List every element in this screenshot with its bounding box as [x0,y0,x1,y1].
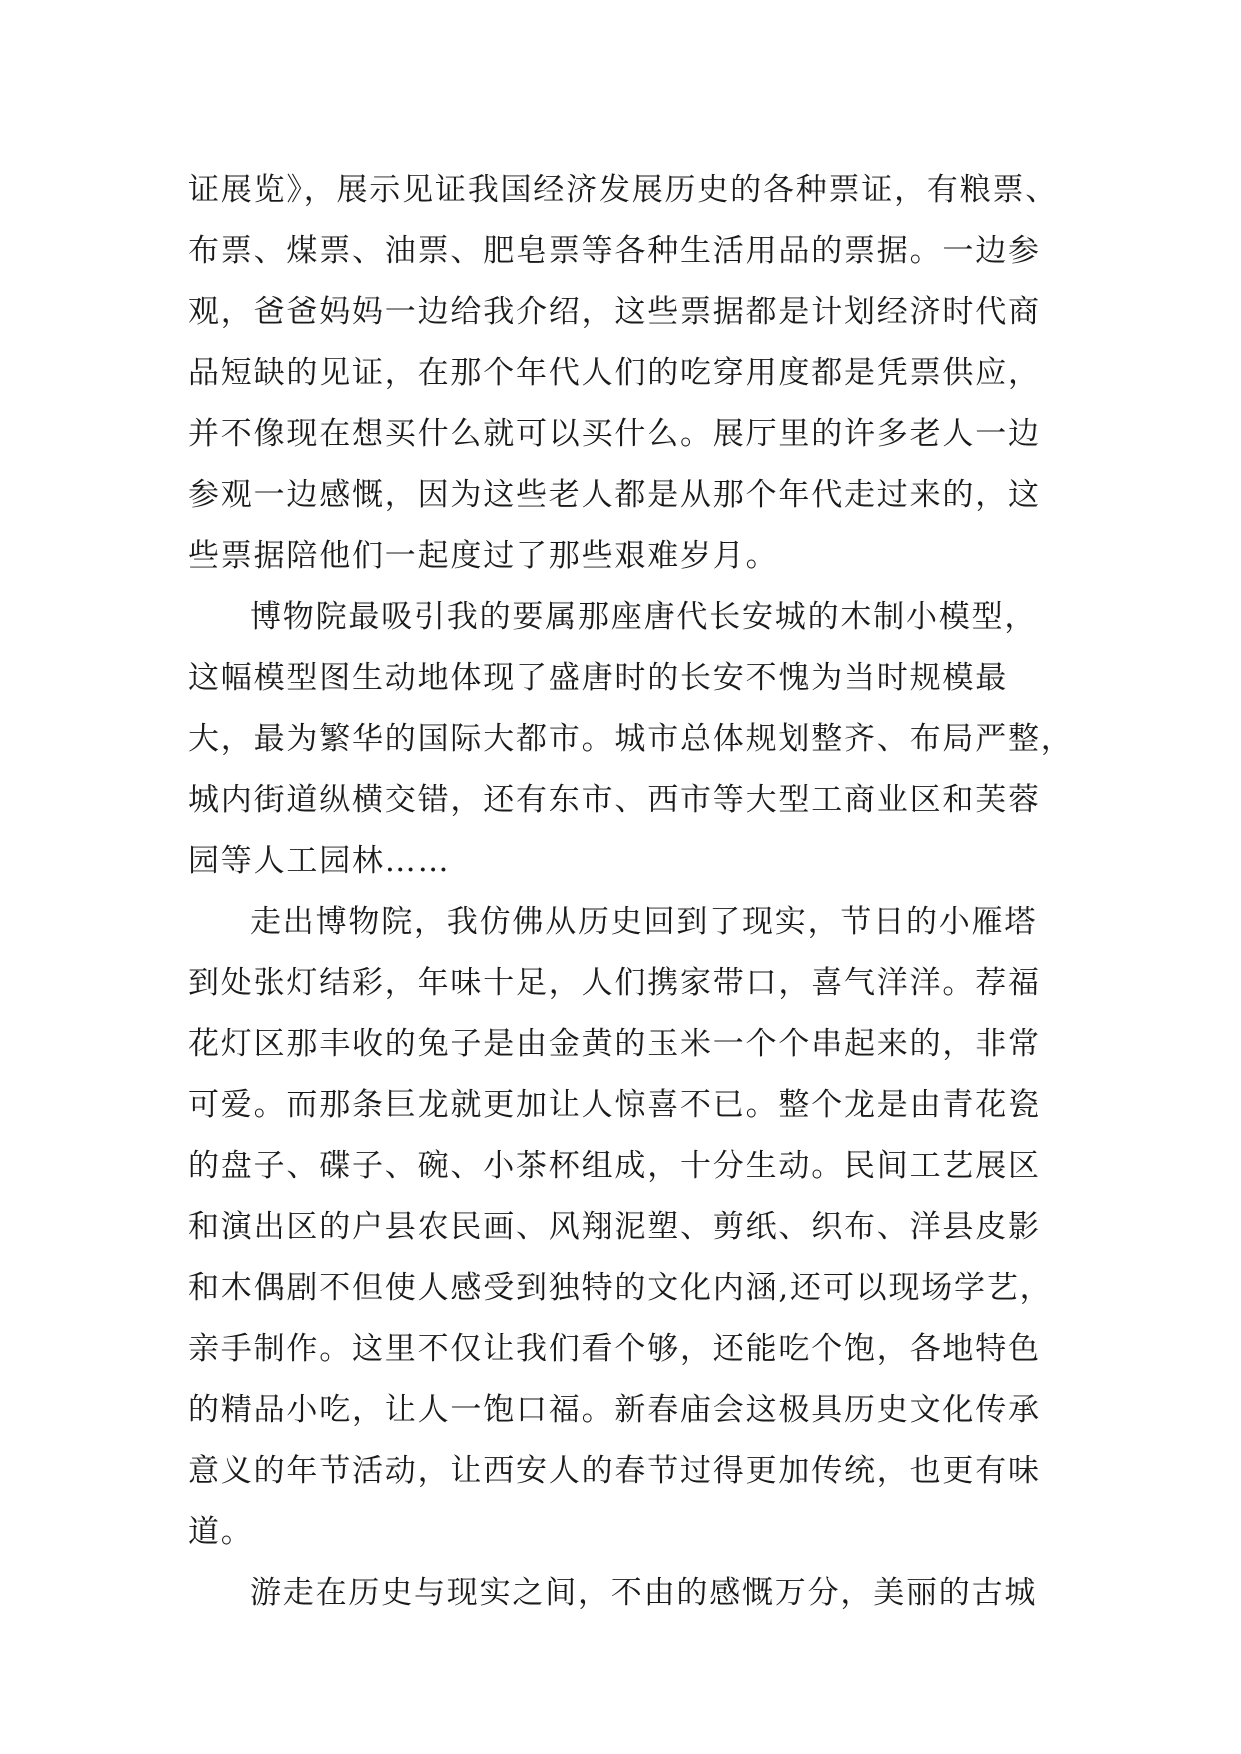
text-line: 博物院最吸引我的要属那座唐代长安城的木制小模型， [250,599,1038,635]
text-line: 并不像现在想买什么就可以买什么。展厅里的许多老人一边 [188,416,1041,452]
text-line: 和演出区的户县农民画、风翔泥塑、剪纸、织布、洋县皮影 [188,1209,1041,1245]
text-line: 城内街道纵横交错，还有东市、西市等大型工商业区和芙蓉 [188,782,1041,818]
text-line: 些票据陪他们一起度过了那些艰难岁月。 [188,538,779,574]
text-line: 走出博物院，我仿佛从历史回到了现实，节日的小雁塔 [250,904,1038,940]
body-text [188,160,1074,1624]
text-line: 的精品小吃，让人一饱口福。新春庙会这极具历史文化传承 [188,1392,1041,1428]
text-line: 品短缺的见证，在那个年代人们的吃穿用度都是凭票供应， [188,355,1041,391]
text-line: 这幅模型图生动地体现了盛唐时的长安不愧为当时规模最 [188,660,1008,696]
text-line: 的盘子、碟子、碗、小茶杯组成，十分生动。民间工艺展区 [188,1148,1041,1184]
text-line: 游走在历史与现实之间，不由的感慨万分，美丽的古城 [250,1575,1038,1611]
paragraph-ticket-exhibition [188,160,1068,587]
text-line: 意义的年节活动，让西安人的春节过得更加传统，也更有味 [188,1453,1041,1489]
text-line: 可爱。而那条巨龙就更加让人惊喜不已。整个龙是由青花瓷 [188,1087,1041,1123]
text-line: 亲手制作。这里不仅让我们看个够，还能吃个饱，各地特色 [188,1331,1041,1367]
paragraph-temple-fair [188,892,1068,1563]
text-line: 证展览》，展示见证我国经济发展历史的各种票证，有粮票、 [188,172,1059,208]
text-line: 道。 [188,1514,254,1550]
text-line: 参观一边感慨，因为这些老人都是从那个年代走过来的，这 [188,477,1041,513]
text-line: 花灯区那丰收的兔子是由金黄的玉米一个个串起来的，非常 [188,1026,1041,1062]
text-line: 观，爸爸妈妈一边给我介绍，这些票据都是计划经济时代商 [188,294,1041,330]
paragraph-conclusion [188,1563,1068,1624]
text-line: 大，最为繁华的国际大都市。城市总体规划整齐、布局严整， [188,721,1074,757]
text-line: 和木偶剧不但使人感受到独特的文化内涵,还可以现场学艺， [188,1270,1053,1306]
text-line: 到处张灯结彩，年味十足，人们携家带口，喜气洋洋。荐福 [188,965,1041,1001]
text-line: 园等人工园林…… [188,843,451,879]
paragraph-changan-model [188,587,1074,892]
text-line: 布票、煤票、油票、肥皂票等各种生活用品的票据。一边参 [188,233,1041,269]
